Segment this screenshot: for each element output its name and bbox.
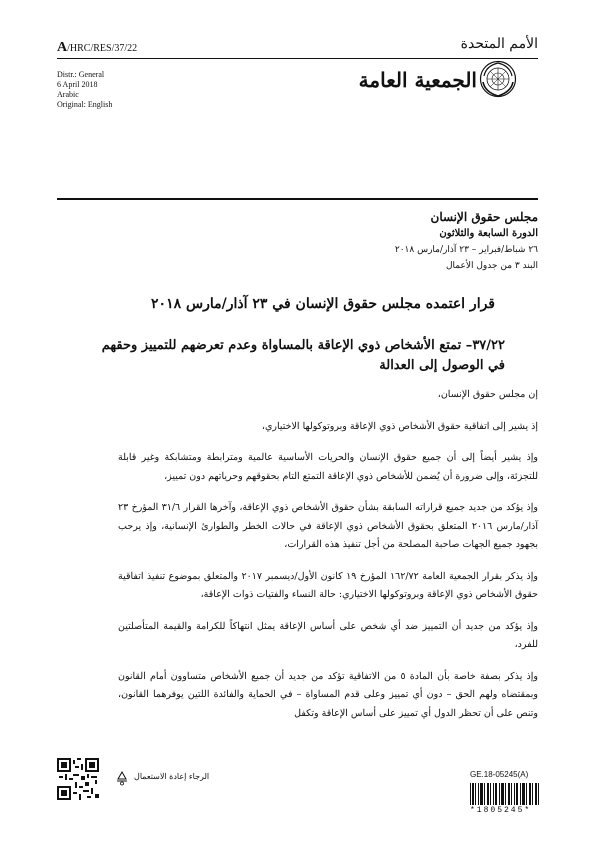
distr-general: Distr.: General bbox=[57, 70, 105, 79]
distribution-block bbox=[57, 70, 112, 110]
agenda-item: البند ٣ من جدول الأعمال bbox=[445, 261, 538, 271]
document-symbol-initial: A bbox=[57, 40, 68, 55]
united-nations-arabic: الأمم المتحدة bbox=[460, 36, 538, 52]
paragraph: وإذ يذكر بقرار الجمعية العامة ١٦٢/٧٢ المؤرخ ١٩ كانون الأول/ديسمبر ٢٠١٧ والمتعلق بموضوع تنفيذ اتفاقية حقوق الأشخاص ذوي الإعاقة وبروتوكولها الاختياري: حالة النساء والفتيات ذوات الإعاقة، bbox=[118, 570, 538, 600]
un-emblem-icon bbox=[479, 60, 517, 98]
paragraph: وإذ يؤكد من جديد جميع قراراته السابقة بشأن حقوق الأشخاص ذوي الإعاقة، وآخرها القرار ٣١/٦ المؤرخ ٢٣ آذار/مارس ٢٠١٦ المتعلق بحقوق الأشخاص ذوي الإعاقة في حالات الخطر والطوارئ الإنسانية، وإذ يرحب بجهود جميع الجهات صاحبة المصلحة من أجل تنفيذ هذه القرارات، bbox=[118, 502, 538, 550]
section-rule bbox=[57, 198, 538, 200]
paragraph: إن مجلس حقوق الإنسان، bbox=[437, 389, 538, 400]
barcode-icon bbox=[470, 783, 540, 805]
resolution-title: ٣٧/٢٢– تمتع الأشخاص ذوي الإعاقة بالمساواة وعدم تعرضهم للتمييز وحقهم في الوصول إلى العدالة bbox=[101, 338, 505, 373]
job-number: GE.18-05245(A) bbox=[470, 770, 529, 779]
paragraph: إذ يشير إلى اتفاقية حقوق الأشخاص ذوي الإعاقة وبروتوكولها الاختياري، bbox=[261, 420, 538, 432]
document-symbol bbox=[57, 40, 137, 56]
paragraph: وإذ يذكر بصفة خاصة بأن المادة ٥ من الاتفاقية تؤكد من جديد أن جميع الأشخاص متساوون أمام القانون وبمقتضاه ولهم الحق – دون أي تمييز وعلى قدم المساواة – في الحماية والفائدة اللتين يوفرهما القانون، وتنص على أن تحظر الدول أي تمييز على أساس الإعاقة وتكفل bbox=[118, 670, 538, 719]
qr-code-icon bbox=[57, 758, 99, 800]
header-rule bbox=[57, 58, 538, 59]
general-assembly-title: الجمعية العامة bbox=[358, 68, 477, 92]
distr-date: 6 April 2018 bbox=[57, 80, 98, 89]
barcode-number: *1805245* bbox=[470, 806, 532, 815]
distr-language: Arabic bbox=[57, 90, 79, 99]
council-dates: ٢٦ شباط/فبراير – ٢٣ آذار/مارس ٢٠١٨ bbox=[394, 245, 538, 255]
council-block bbox=[395, 208, 538, 274]
council-name: مجلس حقوق الإنسان bbox=[430, 210, 538, 224]
recycle-icon bbox=[114, 770, 130, 786]
document-symbol-rest: /HRC/RES/37/22 bbox=[67, 43, 138, 54]
council-session: الدورة السابعة والثلاثون bbox=[439, 228, 538, 239]
paragraph: وإذ يؤكد من جديد أن التمييز ضد أي شخص على أساس الإعاقة يمثل انتهاكاً للكرامة والقيمة المتأصلتين للفرد، bbox=[118, 620, 538, 650]
resolution-adopted-heading: قرار اعتمده مجلس حقوق الإنسان في ٢٣ آذار/مارس ٢٠١٨ bbox=[151, 296, 495, 312]
paragraph: وإذ يشير أيضاً إلى أن جميع حقوق الإنسان والحريات الأساسية عالمية ومترابطة ومتشابكة وغير قابلة للتجزئة، وإلى ضرورة أن يُضمن للأشخاص ذوي الإعاقة التمتع التام بحقوقهم وحرياتهم دون تمييز، bbox=[118, 452, 538, 482]
resolution-body bbox=[118, 386, 538, 736]
distr-original: Original: English bbox=[57, 100, 113, 109]
recycle-text: الرجاء إعادة الاستعمال bbox=[134, 772, 210, 781]
